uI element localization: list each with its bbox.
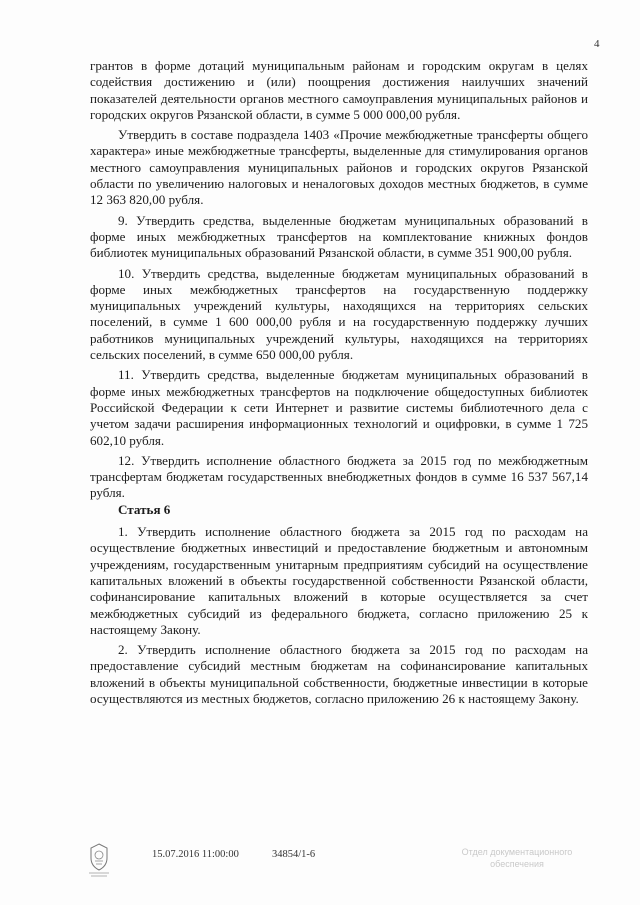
paragraph-article6-item-2: 2. Утвердить исполнение областного бюджета за 2015 год по расходам на предоставление субсидий местным бюджетам на софинансирование капитальных вложений в объекты муниципальной собственности, бюджетные инвестиции в которые осуществляются из местных бюджетов, согласно приложению 26 к настоящему Закону.: [90, 642, 588, 706]
paragraph-subsection-1403: Утвердить в составе подраздела 1403 «Прочие межбюджетные трансферты общего характера» иные межбюджетные трансферты, выделенные для стимулирования органов местного самоуправления муниципальных районов и городских округов Рязанской области по увеличению налоговых и неналоговых доходов местных бюджетов, в сумме 12 363 820,00 рубля.: [90, 127, 588, 208]
footer-date: 15.07.2016 11:00:00: [152, 849, 239, 860]
footer-department-stamp: Отдел документационного обеспечения: [461, 847, 573, 869]
paragraph-grants-continuation: грантов в форме дотаций муниципальным районам и городским округам в целях содействия достижению и (или) поощрения достижения наилучших значений показателей деятельности органов местного самоуправления муниципальных районов и городских округов Рязанской области, в сумме 5 000 000,00 рубля.: [90, 58, 588, 122]
emblem-icon: [86, 842, 112, 878]
footer-document-code: 34854/1-6: [272, 849, 316, 860]
paragraph-item-12: 12. Утвердить исполнение областного бюджета за 2015 год по межбюджетным трансфертам бюджетам государственных внебюджетных фондов в сумме 16 537 567,14 рубля.: [90, 452, 588, 501]
page-number: 4: [594, 38, 600, 50]
paragraph-item-11: 11. Утвердить средства, выделенные бюджетам муниципальных образований в форме иных межбюджетных трансфертов на подключение общедоступных библиотек Российской Федерации к сети Интернет и развитие системы библиотечного дела с учетом задачи расширения информационных технологий и оцифровки, в сумме 1 725 602,10 рубля.: [90, 367, 588, 448]
paragraph-item-9: 9. Утвердить средства, выделенные бюджетам муниципальных образований в форме иных межбюджетных трансфертов на комплектование книжных фондов библиотек муниципальных образований Рязанской области, в сумме 351 900,00 рубля.: [90, 212, 588, 261]
page-footer: [0, 838, 640, 888]
document-body: [90, 58, 588, 707]
paragraph-article6-item-1: 1. Утвердить исполнение областного бюджета за 2015 год по расходам на осуществление бюджетных инвестиций и предоставление бюджетным и автономным учреждениям, государственным унитарным предприятиям субсидий на осуществление капитальных вложений в объекты государственной собственности Рязанской области, софинансирование капитальных вложений в которые осуществляется за счет межбюджетных субсидий из федерального бюджета, согласно приложению 25 к настоящему Закону.: [90, 524, 588, 637]
paragraph-item-10: 10. Утвердить средства, выделенные бюджетам муниципальных образований в форме иных межбюджетных трансфертов на государственную поддержку муниципальных учреждений культуры, находящихся на территориях сельских поселений, в сумме 1 600 000,00 рубля и на государственную поддержку лучших работников муниципальных учреждений культуры, находящихся на территориях сельских поселений, в сумме 650 000,00 рубля.: [90, 265, 588, 363]
article-heading: Статья 6: [118, 501, 171, 517]
